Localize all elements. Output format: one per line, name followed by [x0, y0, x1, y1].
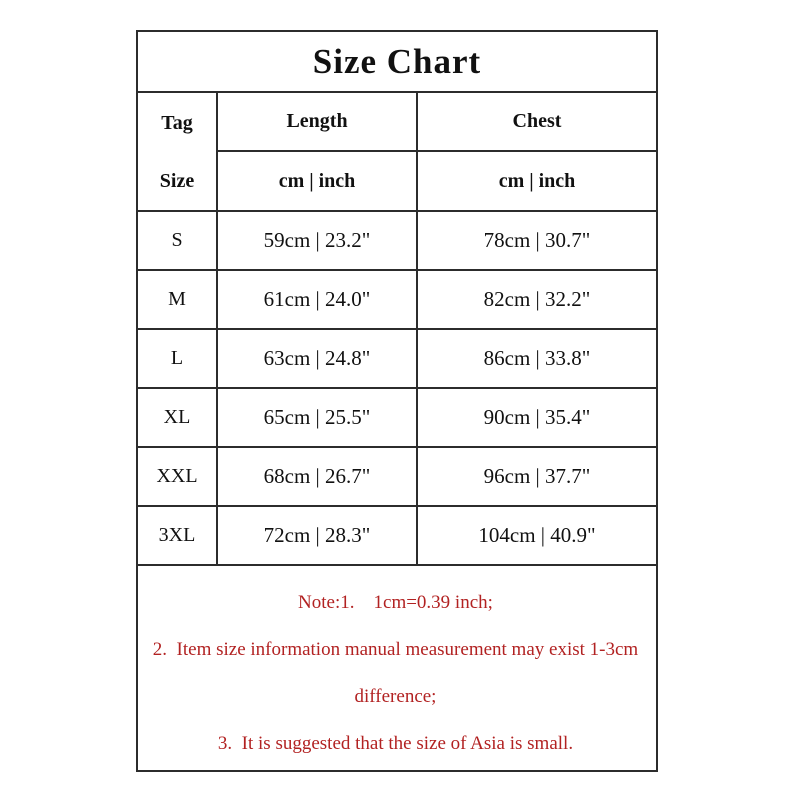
chest-value: 104cm | 40.9"	[417, 506, 657, 565]
note-line-1: Note:1. 1cm=0.39 inch;	[298, 591, 493, 613]
size-label: XXL	[137, 447, 217, 506]
table-row	[137, 447, 657, 506]
column-subheader-chest: cm | inch	[417, 151, 657, 211]
header-row	[137, 92, 657, 151]
column-header-length: Length	[217, 92, 417, 151]
size-label: S	[137, 211, 217, 270]
notes-section	[137, 565, 657, 771]
table-row	[137, 329, 657, 388]
chest-value: 86cm | 33.8"	[417, 329, 657, 388]
size-chart-panel	[136, 30, 658, 772]
note-line-3: 3. It is suggested that the size of Asia is small.	[217, 732, 574, 754]
length-value: 72cm | 28.3"	[217, 506, 417, 565]
table-row	[137, 388, 657, 447]
notes-row	[137, 565, 657, 771]
size-label: XL	[137, 388, 217, 447]
chest-value: 82cm | 32.2"	[417, 270, 657, 329]
corner-header-line2: Size	[159, 169, 195, 192]
page-title: Size Chart	[137, 31, 657, 92]
chest-value: 96cm | 37.7"	[417, 447, 657, 506]
table-row	[137, 270, 657, 329]
length-value: 68cm | 26.7"	[217, 447, 417, 506]
column-subheader-length: cm | inch	[217, 151, 417, 211]
size-chart-table	[136, 30, 658, 772]
corner-header-cell	[137, 92, 217, 211]
chest-value: 78cm | 30.7"	[417, 211, 657, 270]
size-label: M	[137, 270, 217, 329]
length-value: 65cm | 25.5"	[217, 388, 417, 447]
size-label: 3XL	[137, 506, 217, 565]
size-label: L	[137, 329, 217, 388]
corner-header-line1: Tag	[161, 111, 193, 134]
column-header-chest: Chest	[417, 92, 657, 151]
chest-value: 90cm | 35.4"	[417, 388, 657, 447]
length-value: 59cm | 23.2"	[217, 211, 417, 270]
table-row	[137, 211, 657, 270]
title-row	[137, 31, 657, 92]
length-value: 63cm | 24.8"	[217, 329, 417, 388]
table-row	[137, 506, 657, 565]
length-value: 61cm | 24.0"	[217, 270, 417, 329]
note-line-2: 2. Item size information manual measurement may exist 1-3cm difference;	[152, 638, 643, 707]
